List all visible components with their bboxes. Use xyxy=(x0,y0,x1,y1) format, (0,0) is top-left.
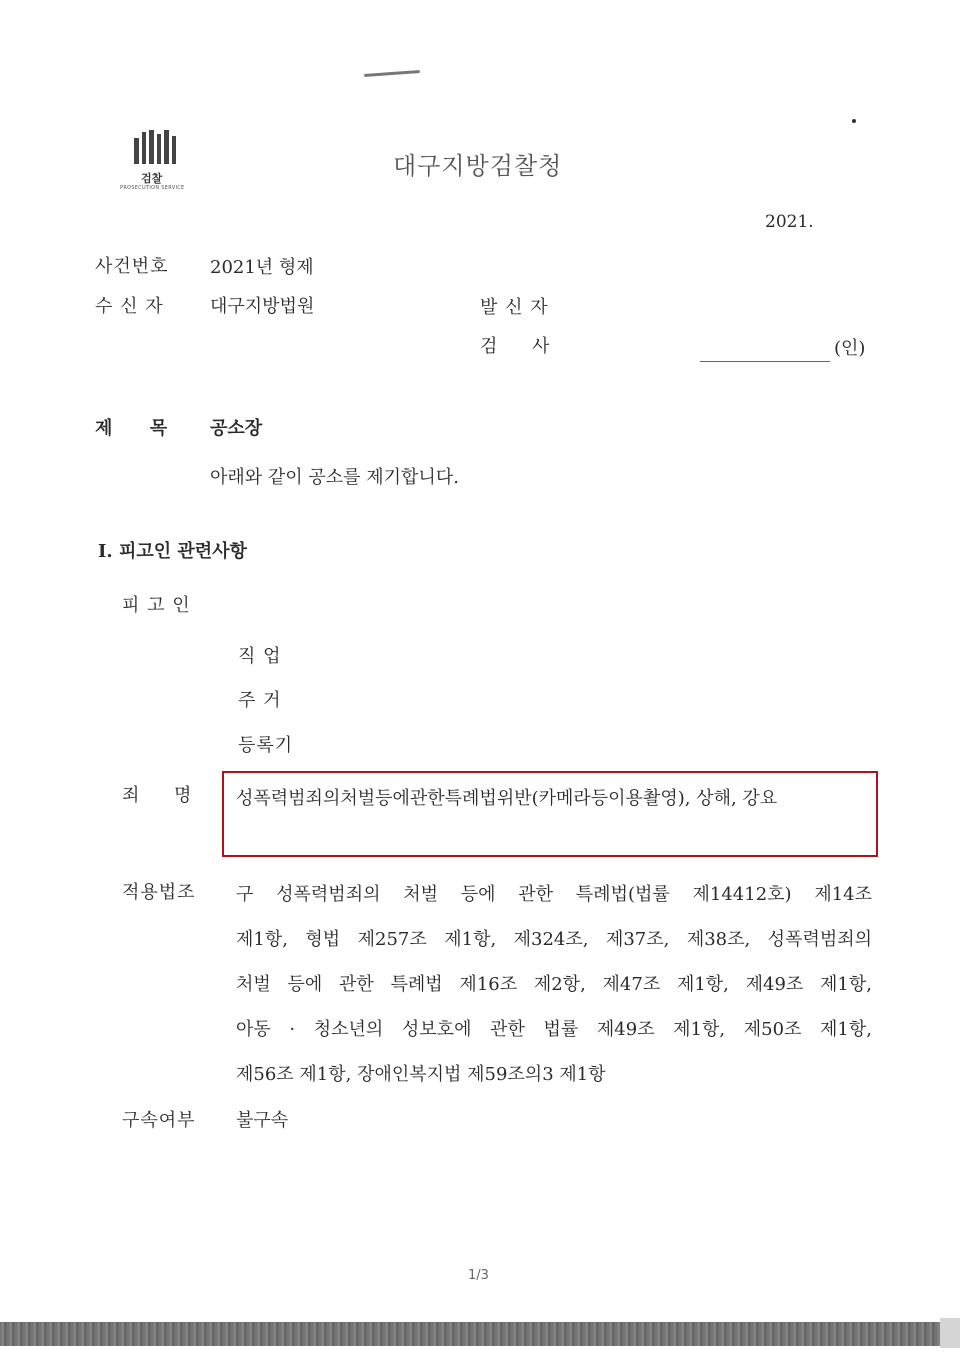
recipient-value: 대구지방법원 xyxy=(210,296,315,317)
address-label: 주 거 xyxy=(238,690,282,711)
law-line: 처벌 등에 관한 특례법 제16조 제2항, 제47조 제1항, 제49조 제1항, xyxy=(236,974,872,995)
registry-label: 등록기 xyxy=(238,735,294,756)
case-number-label: 사건번호 xyxy=(95,256,169,277)
recipient-label: 수 신 자 xyxy=(95,296,164,317)
law-line: 제1항, 형법 제257조 제1항, 제324조, 제37조, 제38조, 성폭력범죄의 xyxy=(236,929,872,950)
law-line: 제56조 제1항, 장애인복지법 제59조의3 제1항 xyxy=(236,1064,606,1085)
crime-value: 성폭력범죄의처벌등에관한특례법위반(카메라등이용촬영), 상해, 강요 xyxy=(236,788,778,809)
document-date: 2021. xyxy=(765,212,814,232)
agency-title: 대구지방검찰청 xyxy=(393,152,563,180)
logo-subtext: PROSECUTION SERVICE xyxy=(120,185,185,191)
section-heading: I. 피고인 관련사항 xyxy=(98,541,247,562)
applicable-law-label: 적용법조 xyxy=(122,882,196,903)
job-label: 직 업 xyxy=(238,646,282,667)
case-number-value: 2021년 형제 xyxy=(210,257,314,278)
sender-label: 발 신 자 xyxy=(480,297,549,318)
signature-line xyxy=(700,361,830,362)
scan-pen-mark xyxy=(364,70,420,77)
scan-edge-tail xyxy=(940,1318,960,1348)
scan-speck xyxy=(852,119,856,123)
detention-value: 불구속 xyxy=(236,1110,289,1131)
subject-value: 공소장 xyxy=(210,418,263,439)
crime-label: 죄 명 xyxy=(122,785,193,806)
subject-label: 제 목 xyxy=(95,418,169,439)
scan-edge-shadow xyxy=(0,1322,940,1346)
seal-mark: (인) xyxy=(834,338,866,359)
page-number: 1/3 xyxy=(468,1268,489,1283)
defendant-label: 피 고 인 xyxy=(122,595,191,616)
prosecutor-label: 검 사 xyxy=(480,336,551,357)
law-line: 구 성폭력범죄의 처벌 등에 관한 특례법(법률 제14412호) 제14조 xyxy=(236,884,872,905)
law-line: 아동 · 청소년의 성보호에 관한 법률 제49조 제1항, 제50조 제1항, xyxy=(236,1019,872,1040)
logo-text: 검찰 xyxy=(141,172,163,185)
detention-label: 구속여부 xyxy=(122,1110,196,1131)
prosecution-logo-icon xyxy=(134,130,176,164)
subject-intro: 아래와 같이 공소를 제기합니다. xyxy=(210,467,459,488)
applicable-law-text xyxy=(236,872,872,1097)
